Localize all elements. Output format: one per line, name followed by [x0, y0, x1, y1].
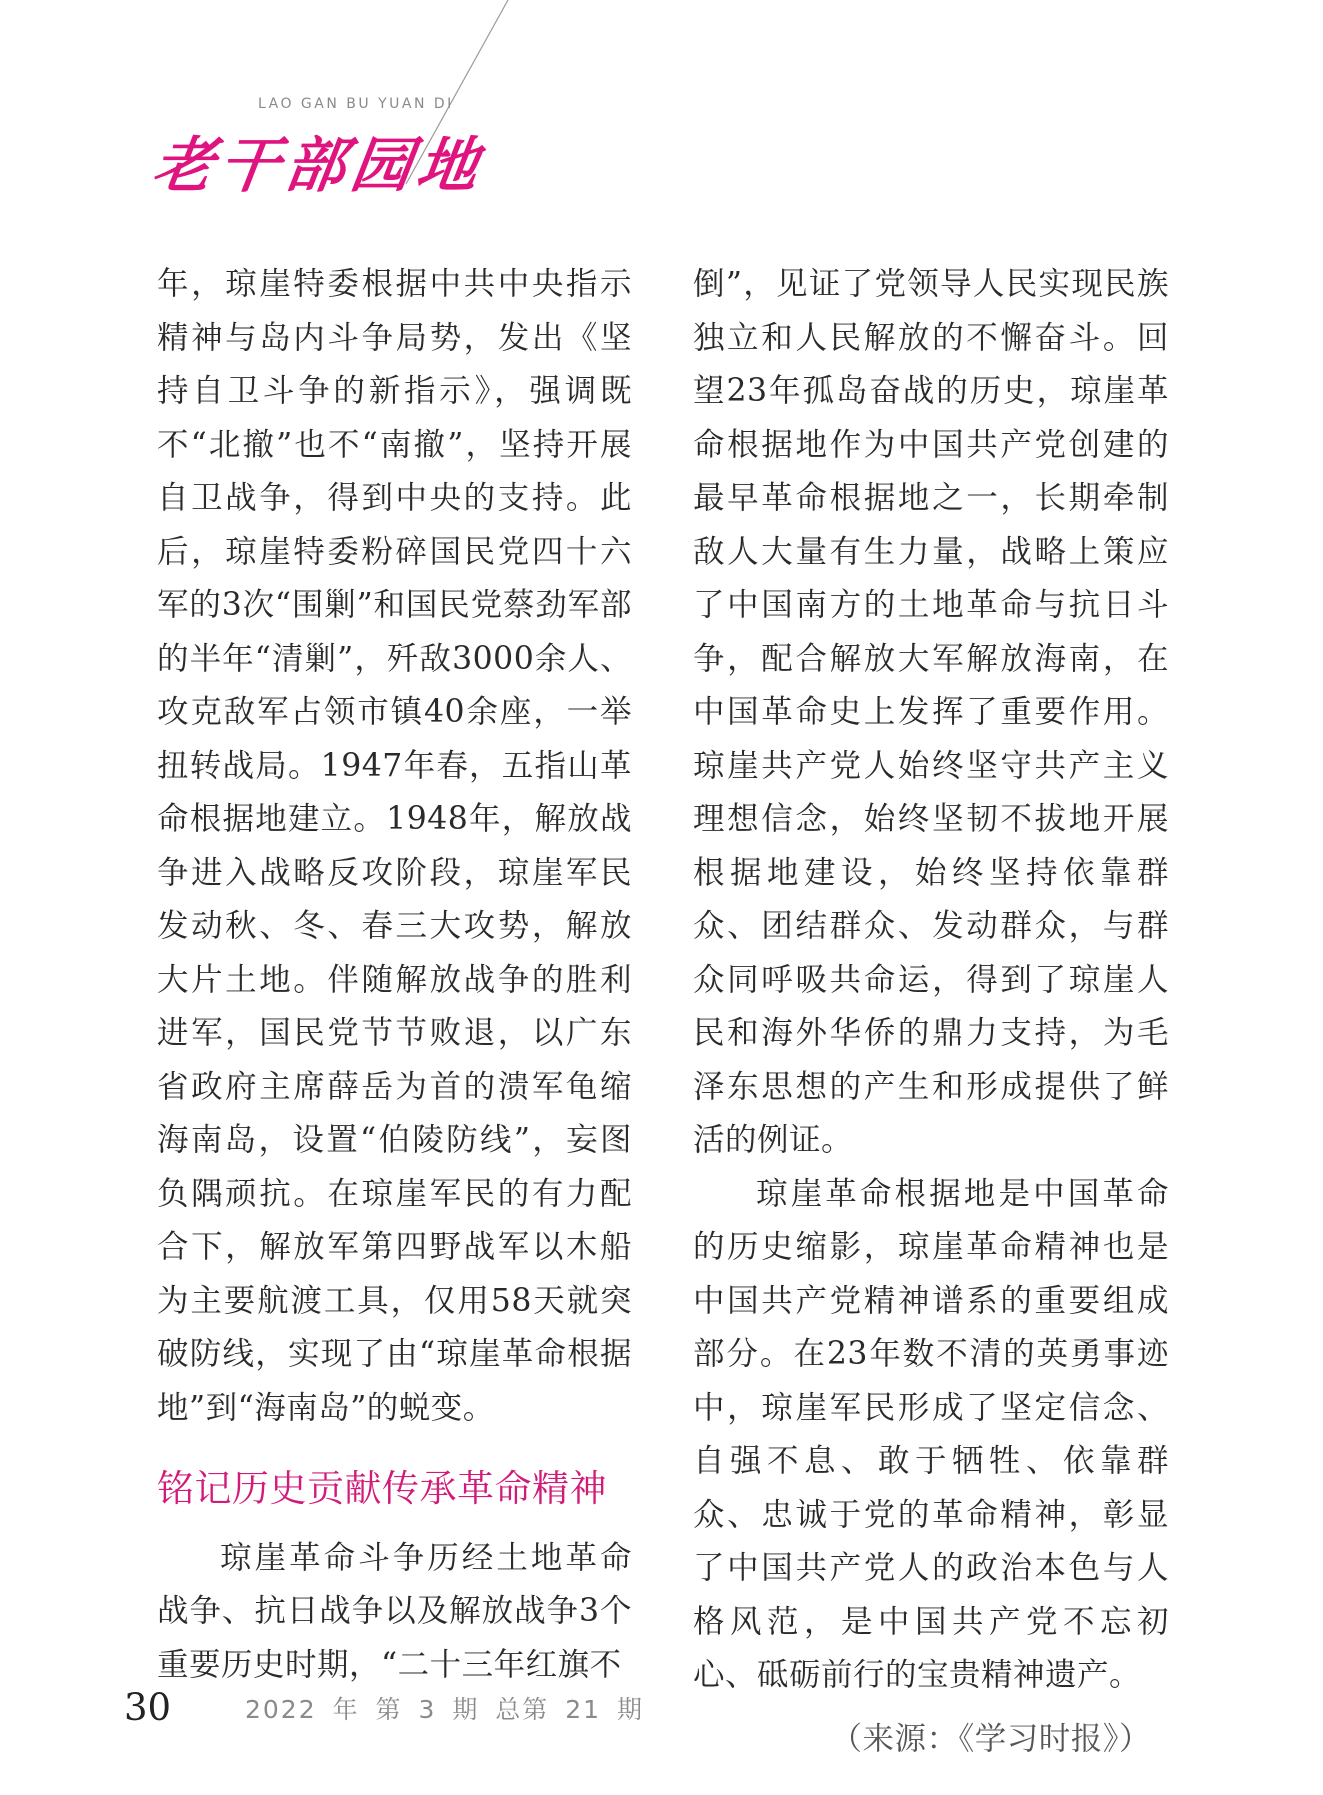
magazine-logo: 老干部园地 — [148, 131, 489, 201]
right-paragraph-2: 琼崖革命根据地是中国革命的历史缩影，琼崖革命精神也是中国共产党精神谱系的重要组成部分。在23年数不清的英勇事迹中，琼崖军民形成了坚定信念、自强不息、敢于牺牲、依靠群众、忠诚于党的革命精神，彰显了中国共产党人的政治本色与人格风范，是中国共产党不忘初心、砥砺前行的宝贵精神遗产。 — [693, 1175, 1169, 1693]
right-column — [693, 258, 1169, 1766]
page-number: 30 — [124, 1686, 172, 1729]
issue-info: 2022 年 第 3 期 总第 21 期 — [245, 1695, 644, 1724]
source-citation: （来源：《学习时报》） — [830, 1720, 1151, 1757]
left-column — [157, 258, 632, 1692]
left-paragraph-2: 琼崖革命斗争历经土地革命战争、抗日战争以及解放战争3个重要历史时期，“二十三年红旗不 — [157, 1539, 632, 1683]
section-heading: 铭记历史贡献传承革命精神 — [157, 1467, 607, 1510]
left-paragraph-1: 年，琼崖特委根据中共中央指示精神与岛内斗争局势，发出《坚持自卫斗争的新指示》，强调既不“北撤”也不“南撤”，坚持开展自卫战争，得到中央的支持。此后，琼崖特委粉碎国民党四十六军的3次“围剿”和国民党蔡劲军部的半年“清剿”，歼敌3000余人、攻克敌军占领市镇40余座，一举扭转战局。1947年春，五指山革命根据地建立。1948年，解放战争进入战略反攻阶段，琼崖军民发动秋、冬、春三大攻势，解放大片土地。伴随解放战争的胜利进军，国民党节节败退，以广东省政府主席薛岳为首的溃军龟缩海南岛，设置“伯陵防线”，妄图负隅顽抗。在琼崖军民的有力配合下，解放军第四野战军以木船为主要航渡工具，仅用58天就突破防线，实现了由“琼崖革命根据地”到“海南岛”的蜕变。 — [157, 266, 632, 1426]
header-pinyin: LAO GAN BU YUAN DI — [258, 96, 454, 112]
right-paragraph-1: 倒”，见证了党领导人民实现民族独立和人民解放的不懈奋斗。回望23年孤岛奋战的历史，琼崖革命根据地作为中国共产党创建的最早革命根据地之一，长期牵制敌人大量有生力量，战略上策应了中国南方的土地革命与抗日斗争，配合解放大军解放海南，在中国革命史上发挥了重要作用。琼崖共产党人始终坚守共产主义理想信念，始终坚韧不拔地开展根据地建设，始终坚持依靠群众、团结群众、发动群众，与群众同呼吸共命运，得到了琼崖人民和海外华侨的鼎力支持，为毛泽东思想的产生和形成提供了鲜活的例证。 — [693, 266, 1169, 1158]
